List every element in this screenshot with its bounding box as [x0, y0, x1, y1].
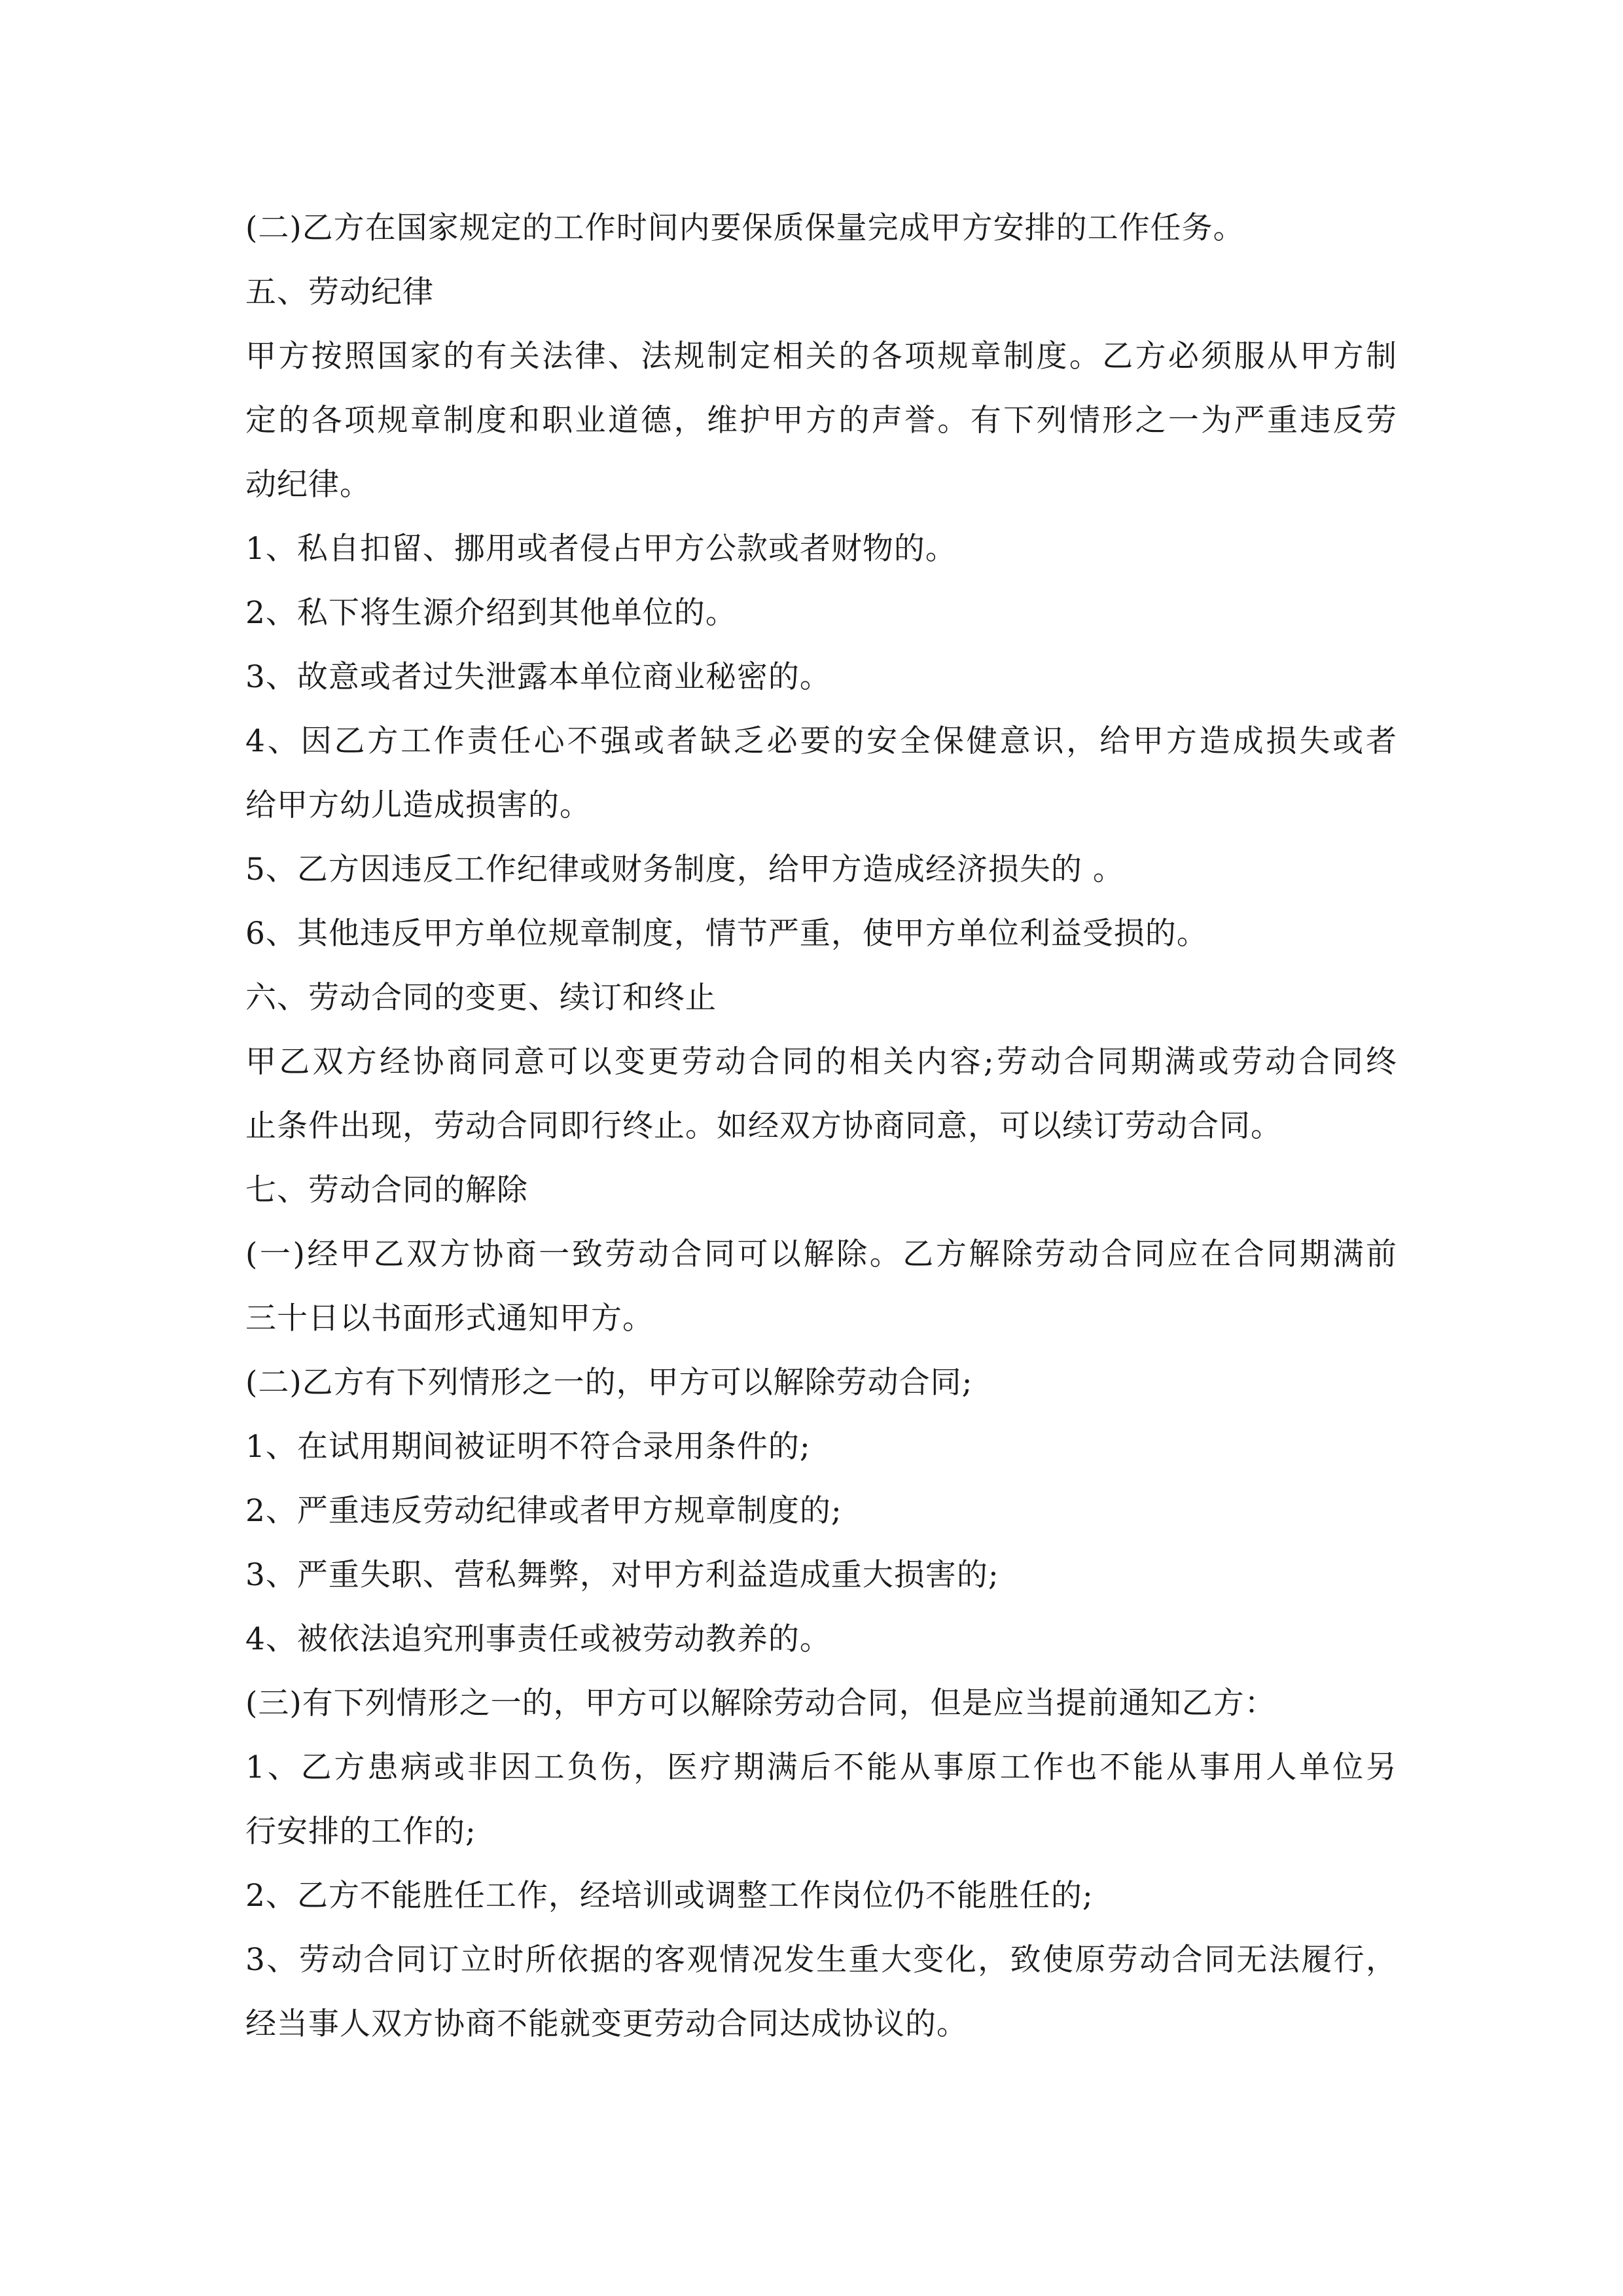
list-item: 3、故意或者过失泄露本单位商业秘密的。: [245, 659, 831, 695]
text-line: 定的各项规章制度和职业道德，维护甲方的声誉。有下列情形之一为严重违反劳: [245, 403, 1397, 439]
list-item: 2、严重违反劳动纪律或者甲方规章制度的;: [245, 1493, 842, 1529]
text-line: 行安排的工作的;: [245, 1814, 476, 1850]
section-heading: 六、劳动合同的变更、续订和终止: [245, 980, 717, 1016]
text-line: 经当事人双方协商不能就变更劳动合同达成协议的。: [245, 2006, 968, 2042]
text-line: 甲方按照国家的有关法律、法规制定相关的各项规章制度。乙方必须服从甲方制: [245, 338, 1397, 374]
list-item: 3、劳动合同订立时所依据的客观情况发生重大变化，致使原劳动合同无法履行，: [245, 1942, 1397, 1978]
text-line: 给甲方幼儿造成损害的。: [245, 787, 591, 823]
section-heading: 五、劳动纪律: [245, 274, 434, 310]
text-line: 止条件出现，劳动合同即行终止。如经双方协商同意，可以续订劳动合同。: [245, 1108, 1282, 1144]
text-line: 动纪律。: [245, 467, 371, 503]
list-item: 6、其他违反甲方单位规章制度，情节严重，使甲方单位利益受损的。: [245, 916, 1208, 952]
list-item: 3、严重失职、营私舞弊，对甲方利益造成重大损害的;: [245, 1557, 999, 1593]
list-item: 1、在试用期间被证明不符合录用条件的;: [245, 1429, 811, 1465]
list-item: 1、乙方患病或非因工负伤，医疗期满后不能从事原工作也不能从事用人单位另: [245, 1749, 1397, 1785]
section-heading: 七、劳动合同的解除: [245, 1172, 528, 1208]
list-item: 5、乙方因违反工作纪律或财务制度，给甲方造成经济损失的 。: [245, 852, 1124, 888]
text-line: (三)有下列情形之一的，甲方可以解除劳动合同，但是应当提前通知乙方：: [245, 1685, 1276, 1721]
list-item: 2、私下将生源介绍到其他单位的。: [245, 595, 737, 631]
list-item: 4、被依法追究刑事责任或被劳动教养的。: [245, 1621, 831, 1657]
list-item: 1、私自扣留、挪用或者侵占甲方公款或者财物的。: [245, 531, 957, 567]
text-line: (一)经甲乙双方协商一致劳动合同可以解除。乙方解除劳动合同应在合同期满前: [245, 1236, 1397, 1272]
list-item: 4、因乙方工作责任心不强或者缺乏必要的安全保健意识，给甲方造成损失或者: [245, 723, 1397, 759]
text-line: (二)乙方有下列情形之一的，甲方可以解除劳动合同;: [245, 1365, 973, 1401]
text-line: (二)乙方在国家规定的工作时间内要保质保量完成甲方安排的工作任务。: [245, 210, 1245, 246]
text-line: 三十日以书面形式通知甲方。: [245, 1300, 654, 1336]
text-line: 甲乙双方经协商同意可以变更劳动合同的相关内容;劳动合同期满或劳动合同终: [245, 1044, 1397, 1080]
list-item: 2、乙方不能胜任工作，经培训或调整工作岗位仍不能胜任的;: [245, 1878, 1094, 1914]
document-body: [245, 196, 1397, 2056]
